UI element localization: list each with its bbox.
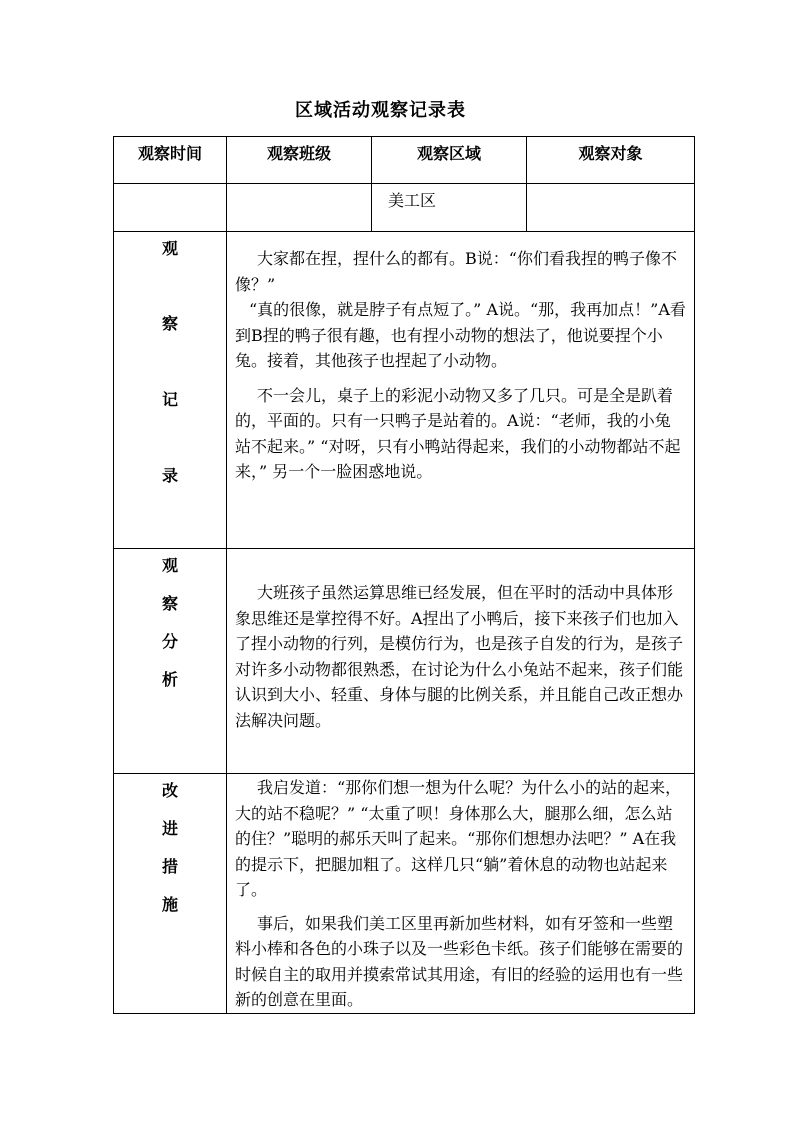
improvement-paragraph: 事后，如果我们美工区里再新加些材料，如有牙签和一些塑料小棒和各色的小珠子以及一些彩色卡纸。孩子们能够在需要的时候自主的取用并摸索常试其用途，有旧的经验的运用也有一些新的创意在里面。 (235, 913, 684, 1009)
record-label (114, 232, 227, 549)
record-content (227, 232, 695, 549)
header-time: 观察时间 (114, 137, 227, 184)
info-area-value: 美工区 (388, 191, 437, 210)
improvement-paragraph: 我启发道：“那你们想一想为什么呢？为什么小的站的起来，大的站不稳呢？” “太重了呗！身体那么大，腿那么细，怎么站的住？”聪明的郝乐天叫了起来。“那你们想想办法吧？” A在我的提示下，把腿加粗了。这样几只“躺”着休息的动物也站起来了。 (235, 778, 682, 899)
analysis-content (227, 549, 695, 774)
improvement-row (114, 774, 695, 1014)
record-label-char: 观 (161, 239, 178, 258)
info-area-cell (372, 184, 527, 232)
info-row (114, 184, 695, 232)
record-label-char: 录 (161, 466, 178, 485)
improvement-label-char: 改 (161, 781, 178, 800)
improvement-label-char: 措 (161, 857, 178, 876)
analysis-paragraph: 大班孩子虽然运算思维已经发展，但在平时的活动中具体形象思维还是掌控得不好。A捏出了小鸭后，接下来孩子们也加入了捏小动物的行列，是模仿行为，也是孩子自发的行为，是孩子对许多小动物都很熟悉，在讨论为什么小兔站不起来，孩子们能认识到大小、轻重、身体与腿的比例关系，并且能自己改正想办法解决问题。 (235, 583, 684, 730)
record-paragraph: 大家都在捏，捏什么的都有。B说：“你们看我捏的鸭子像不像？” (235, 249, 677, 294)
improvement-content (227, 774, 695, 1014)
improvement-label (114, 774, 227, 1014)
analysis-label-char: 分 (161, 632, 178, 651)
analysis-label-char: 析 (161, 670, 178, 689)
analysis-label (114, 549, 227, 774)
record-paragraph: 不一会儿，桌子上的彩泥小动物又多了几只。可是全是趴着的，平面的。只有一只鸭子是站着的。A说：“老师，我的小兔站不起来。” “对呀，只有小鸭站得起来，我们的小动物都站不起来，” 另一个一脸困惑地说。 (235, 385, 681, 481)
info-subject-cell (527, 184, 695, 232)
record-paragraph: “真的很像，就是脖子有点短了。” A说。“那，我再加点！”A看到B捏的鸭子很有趣，也有捏小动物的想法了，他说要捏个小兔。接着，其他孩子也捏起了小动物。 (235, 300, 686, 370)
analysis-label-char: 察 (161, 594, 178, 613)
improvement-label-char: 施 (161, 895, 178, 914)
header-area: 观察区域 (372, 137, 527, 184)
record-row (114, 232, 695, 549)
record-label-char: 察 (161, 314, 178, 333)
improvement-label-char: 进 (161, 819, 178, 838)
header-class: 观察班级 (227, 137, 372, 184)
info-time-cell (114, 184, 227, 232)
analysis-row (114, 549, 695, 774)
record-label-char: 记 (161, 390, 178, 409)
observation-table (113, 136, 695, 1014)
header-subject: 观察对象 (527, 137, 695, 184)
info-class-cell (227, 184, 372, 232)
page-title-text: 区域活动观察记录表 (295, 100, 466, 121)
page-title (0, 96, 793, 122)
header-row (114, 137, 695, 184)
analysis-label-char: 观 (161, 556, 178, 575)
